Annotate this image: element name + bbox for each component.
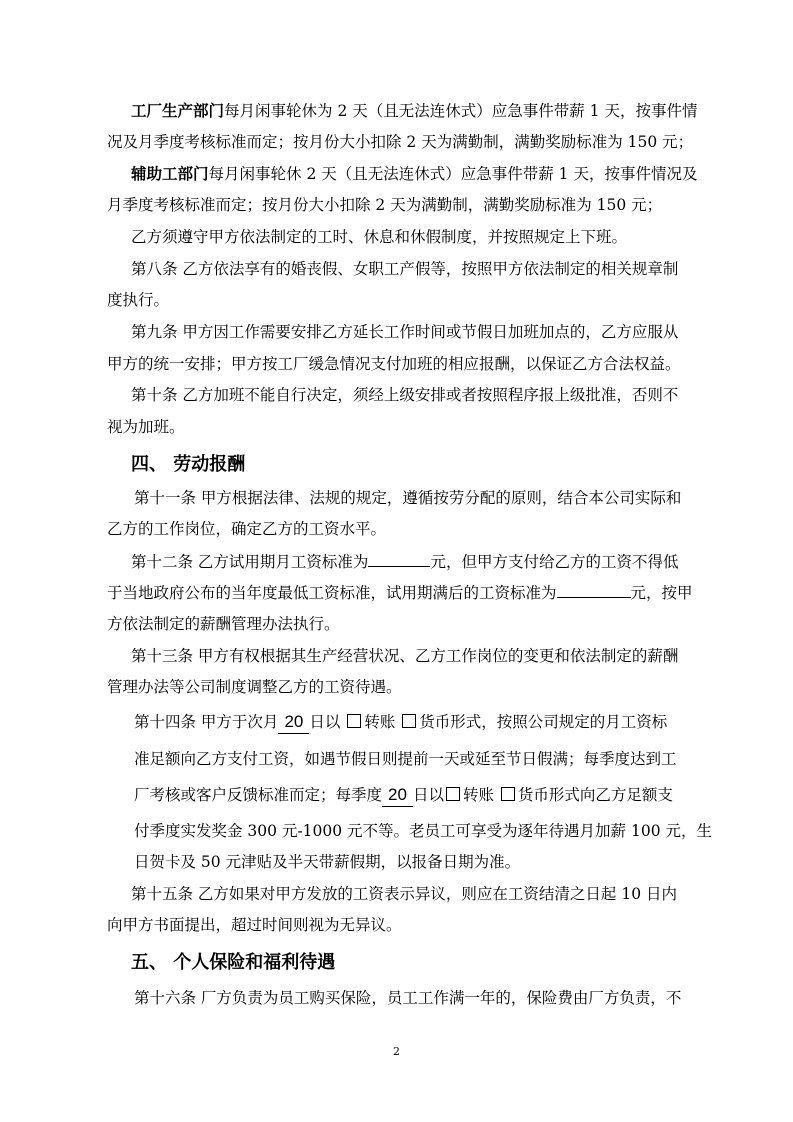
text-line: 于当地政府公布的当年度最低工资标准，试用期满后的工资标准为 元，按甲 bbox=[107, 581, 693, 604]
cash-checkbox[interactable] bbox=[402, 714, 416, 728]
article-11: 第十一条 甲方根据法律、法规的规定，遵循按劳分配的原则，结合本公司实际和 bbox=[134, 489, 682, 507]
text-line: 月季度考核标准而定；按月份大小扣除 2 天为满勤制，满勤奖励标准为 150 元； bbox=[107, 196, 663, 214]
article-12: 第十二条 乙方试用期月工资标准为 元，但甲方支付给乙方的工资不得低 bbox=[131, 550, 678, 573]
section-heading-five: 五、 个人保险和福利待遇 bbox=[131, 952, 336, 973]
dept-production-label: 工厂生产部门 bbox=[131, 101, 225, 120]
quarterly-transfer-checkbox[interactable] bbox=[446, 787, 460, 801]
regular-wage-blank[interactable] bbox=[557, 581, 631, 598]
text-line: 准足额向乙方支付工资，如遇节假日则提前一天或延至节日假满；每季度达到工 bbox=[134, 750, 677, 768]
section-heading-four: 四、 劳动报酬 bbox=[131, 454, 246, 475]
text-line: 甲方的统一安排；甲方按工厂缓急情况支付加班的相应报酬，以保证乙方合法权益。 bbox=[107, 355, 681, 373]
text-line: 辅助工部门每月闲事轮休 2 天（且无法连休式）应急事件带薪 1 天，按事件情况及 bbox=[131, 164, 698, 183]
monthly-pay-day: 20 bbox=[278, 711, 309, 734]
quarterly-cash-checkbox[interactable] bbox=[501, 787, 515, 801]
quarterly-pay-day: 20 bbox=[382, 784, 413, 807]
text-line: 视为加班。 bbox=[107, 418, 185, 436]
text-line: 日贺卡及 50 元津贴及半天带薪假期，以报备日期为准。 bbox=[134, 853, 521, 871]
article-14: 第十四条 甲方于次月 20 日以 转账 货币形式，按照公司规定的月工资标 bbox=[134, 711, 667, 734]
text-line: 工厂生产部门每月闲事轮休为 2 天（且无法连休式）应急事件带薪 1 天，按事件情 bbox=[131, 101, 698, 120]
transfer-checkbox[interactable] bbox=[347, 714, 361, 728]
text-line: 乙方须遵守甲方依法制定的工时、休息和休假制度，并按照规定上下班。 bbox=[131, 228, 628, 246]
text-line: 付季度实发奖金 300 元-1000 元不等。老员工可享受为逐年待遇月加薪 100 元，生 bbox=[134, 822, 712, 840]
text-line: 乙方的工作岗位，确定乙方的工资水平。 bbox=[107, 520, 387, 538]
probation-wage-blank[interactable] bbox=[368, 550, 430, 567]
article-16: 第十六条 厂方负责为员工购买保险，员工工作满一年的，保险费由厂方负责，不 bbox=[134, 989, 682, 1007]
article-10: 第十条 乙方加班不能自行决定，须经上级安排或者按照程序报上级批准，否则不 bbox=[131, 386, 679, 404]
text-line: 况及月季度考核标准而定；按月份大小扣除 2 天为满勤制，满勤奖励标准为 150 元； bbox=[107, 133, 694, 151]
text-line: 度执行。 bbox=[107, 291, 170, 309]
page-number: 2 bbox=[393, 1045, 400, 1058]
text-line: 厂考核或客户反馈标准而定；每季度 20 日以 转账 货币形式向乙方足额支 bbox=[134, 784, 673, 807]
text-line: 方依法制定的薪酬管理办法执行。 bbox=[107, 615, 340, 633]
dept-auxiliary-label: 辅助工部门 bbox=[131, 164, 209, 183]
article-8: 第八条 乙方依法享有的婚丧假、女职工产假等，按照甲方依法制定的相关规章制 bbox=[131, 260, 679, 278]
text-line: 管理办法等公司制度调整乙方的工资待遇。 bbox=[107, 678, 402, 696]
article-13: 第十三条 甲方有权根据其生产经营状况、乙方工作岗位的变更和依法制定的薪酬 bbox=[131, 647, 679, 665]
article-15: 第十五条 乙方如果对甲方发放的工资表示异议，则应在工资结清之日起 10 日内 bbox=[131, 885, 678, 903]
text-line: 向甲方书面提出，超过时间则视为无异议。 bbox=[107, 916, 402, 934]
article-9: 第九条 甲方因工作需要安排乙方延长工作时间或节假日加班加点的，乙方应服从 bbox=[131, 323, 679, 341]
